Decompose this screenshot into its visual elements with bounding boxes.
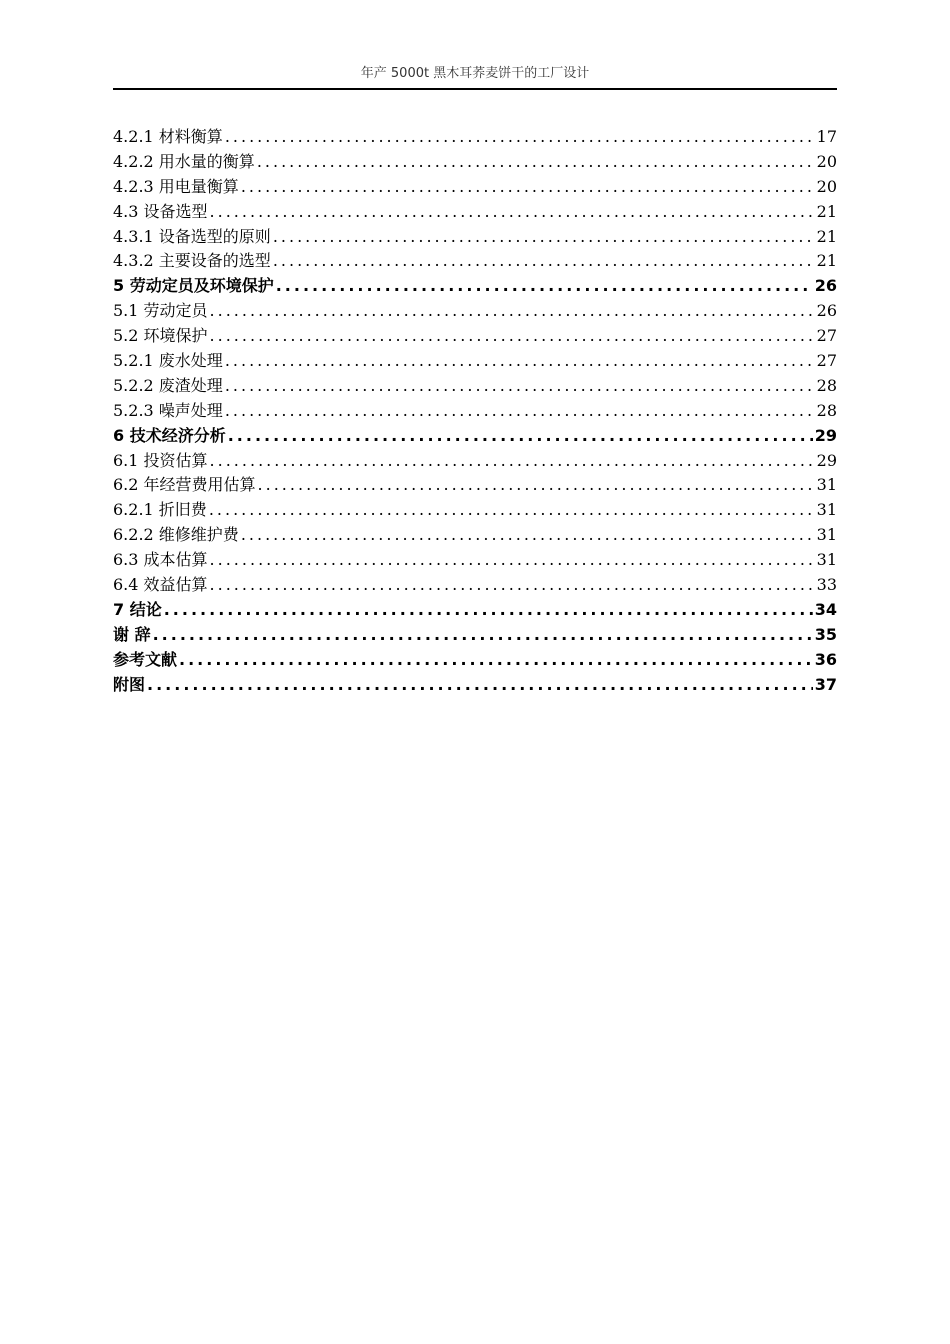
toc-dot-leader bbox=[241, 175, 815, 200]
toc-entry[interactable] bbox=[113, 424, 837, 449]
toc-entry-title: 4.2.2 用水量的衡算 bbox=[113, 151, 255, 171]
toc-dot-leader bbox=[210, 299, 815, 324]
toc-entry-page-number: 31 bbox=[816, 525, 837, 545]
toc-dot-leader bbox=[273, 249, 815, 274]
toc-dot-leader bbox=[225, 399, 815, 424]
toc-entry-title: 谢 辞 bbox=[113, 624, 151, 644]
toc-entry-page-number: 37 bbox=[814, 674, 837, 694]
toc-entry[interactable] bbox=[113, 399, 837, 424]
toc-entry[interactable] bbox=[113, 648, 837, 673]
toc-entry-page-number: 29 bbox=[814, 425, 837, 445]
toc-dot-leader bbox=[210, 548, 815, 573]
toc-entry[interactable] bbox=[113, 225, 837, 250]
toc-entry[interactable] bbox=[113, 274, 837, 299]
toc-entry-title: 附图 bbox=[113, 674, 146, 694]
toc-entry[interactable] bbox=[113, 150, 837, 175]
toc-entry[interactable] bbox=[113, 324, 837, 349]
toc-entry-title: 4.2.1 材料衡算 bbox=[113, 127, 223, 146]
toc-entry[interactable] bbox=[113, 573, 837, 598]
toc-entry-page-number: 27 bbox=[816, 326, 837, 346]
toc-entry-page-number: 31 bbox=[816, 475, 837, 495]
toc-entry-page-number: 31 bbox=[816, 550, 837, 570]
toc-entry[interactable] bbox=[113, 598, 837, 623]
toc-entry-page-number: 31 bbox=[816, 500, 837, 520]
toc-dot-leader bbox=[225, 374, 815, 399]
toc-dot-leader bbox=[210, 200, 815, 225]
toc-entry-title: 7 结论 bbox=[113, 599, 162, 619]
page-header bbox=[113, 64, 837, 90]
toc-dot-leader bbox=[164, 598, 813, 623]
toc-entry-page-number: 17 bbox=[816, 127, 837, 146]
toc-entry-title: 5.2.1 废水处理 bbox=[113, 351, 223, 371]
toc-entry-page-number: 36 bbox=[814, 649, 837, 669]
toc-entry[interactable] bbox=[113, 299, 837, 324]
toc-entry-title: 6.1 投资估算 bbox=[113, 450, 208, 470]
toc-entry[interactable] bbox=[113, 673, 837, 698]
toc-entry-page-number: 29 bbox=[816, 450, 837, 470]
toc-entry-title: 5.2 环境保护 bbox=[113, 326, 208, 346]
toc-entry-page-number: 27 bbox=[816, 351, 837, 371]
toc-dot-leader bbox=[225, 349, 815, 374]
toc-entry-title: 6.2.2 维修维护费 bbox=[113, 525, 239, 545]
toc-dot-leader bbox=[258, 473, 815, 498]
toc-entry[interactable] bbox=[113, 548, 837, 573]
toc-entry-page-number: 26 bbox=[816, 301, 837, 321]
table-of-contents bbox=[113, 125, 837, 697]
toc-entry[interactable] bbox=[113, 125, 837, 150]
toc-entry-page-number: 34 bbox=[814, 599, 837, 619]
toc-entry[interactable] bbox=[113, 473, 837, 498]
toc-dot-leader bbox=[257, 150, 815, 175]
toc-entry-title: 5.2.2 废渣处理 bbox=[113, 375, 223, 395]
toc-entry-title: 5.2.3 噪声处理 bbox=[113, 400, 223, 420]
toc-entry-title: 5 劳动定员及环境保护 bbox=[113, 276, 274, 296]
toc-entry-page-number: 26 bbox=[814, 276, 837, 296]
toc-entry-page-number: 35 bbox=[814, 624, 837, 644]
toc-entry-title: 6.2 年经营费用估算 bbox=[113, 475, 256, 495]
toc-dot-leader bbox=[210, 573, 815, 598]
toc-dot-leader bbox=[147, 673, 813, 698]
toc-entry[interactable] bbox=[113, 200, 837, 225]
toc-dot-leader bbox=[153, 623, 813, 648]
toc-entry-title: 4.2.3 用电量衡算 bbox=[113, 176, 239, 196]
toc-dot-leader bbox=[276, 274, 813, 299]
toc-entry[interactable] bbox=[113, 374, 837, 399]
toc-entry-page-number: 21 bbox=[816, 201, 837, 221]
toc-entry-page-number: 21 bbox=[816, 251, 837, 271]
toc-entry[interactable] bbox=[113, 175, 837, 200]
toc-entry-title: 5.1 劳动定员 bbox=[113, 301, 208, 321]
toc-dot-leader bbox=[179, 648, 813, 673]
toc-entry-page-number: 28 bbox=[816, 400, 837, 420]
toc-entry-title: 4.3 设备选型 bbox=[113, 201, 208, 221]
toc-entry-page-number: 20 bbox=[816, 151, 837, 171]
toc-entry-title: 4.3.1 设备选型的原则 bbox=[113, 226, 271, 246]
toc-entry-title: 6.3 成本估算 bbox=[113, 550, 208, 570]
toc-dot-leader bbox=[210, 324, 815, 349]
toc-entry-page-number: 20 bbox=[816, 176, 837, 196]
toc-entry[interactable] bbox=[113, 623, 837, 648]
toc-dot-leader bbox=[241, 523, 815, 548]
toc-entry-title: 6.4 效益估算 bbox=[113, 575, 208, 595]
toc-entry-page-number: 21 bbox=[816, 226, 837, 246]
toc-dot-leader bbox=[273, 225, 815, 250]
toc-entry[interactable] bbox=[113, 449, 837, 474]
toc-entry[interactable] bbox=[113, 498, 837, 523]
toc-entry-page-number: 28 bbox=[816, 375, 837, 395]
toc-dot-leader bbox=[210, 449, 815, 474]
toc-entry-page-number: 33 bbox=[816, 575, 837, 595]
header-title: 年产 5000t 黑木耳荞麦饼干的工厂设计 bbox=[360, 66, 590, 81]
toc-dot-leader bbox=[209, 498, 815, 523]
toc-entry[interactable] bbox=[113, 249, 837, 274]
toc-entry[interactable] bbox=[113, 349, 837, 374]
toc-dot-leader bbox=[228, 424, 813, 449]
toc-dot-leader bbox=[225, 125, 815, 150]
toc-entry-title: 4.3.2 主要设备的选型 bbox=[113, 251, 271, 271]
toc-entry-title: 6.2.1 折旧费 bbox=[113, 500, 207, 520]
toc-entry-title: 参考文献 bbox=[113, 649, 178, 669]
toc-entry[interactable] bbox=[113, 523, 837, 548]
toc-entry-title: 6 技术经济分析 bbox=[113, 425, 226, 445]
